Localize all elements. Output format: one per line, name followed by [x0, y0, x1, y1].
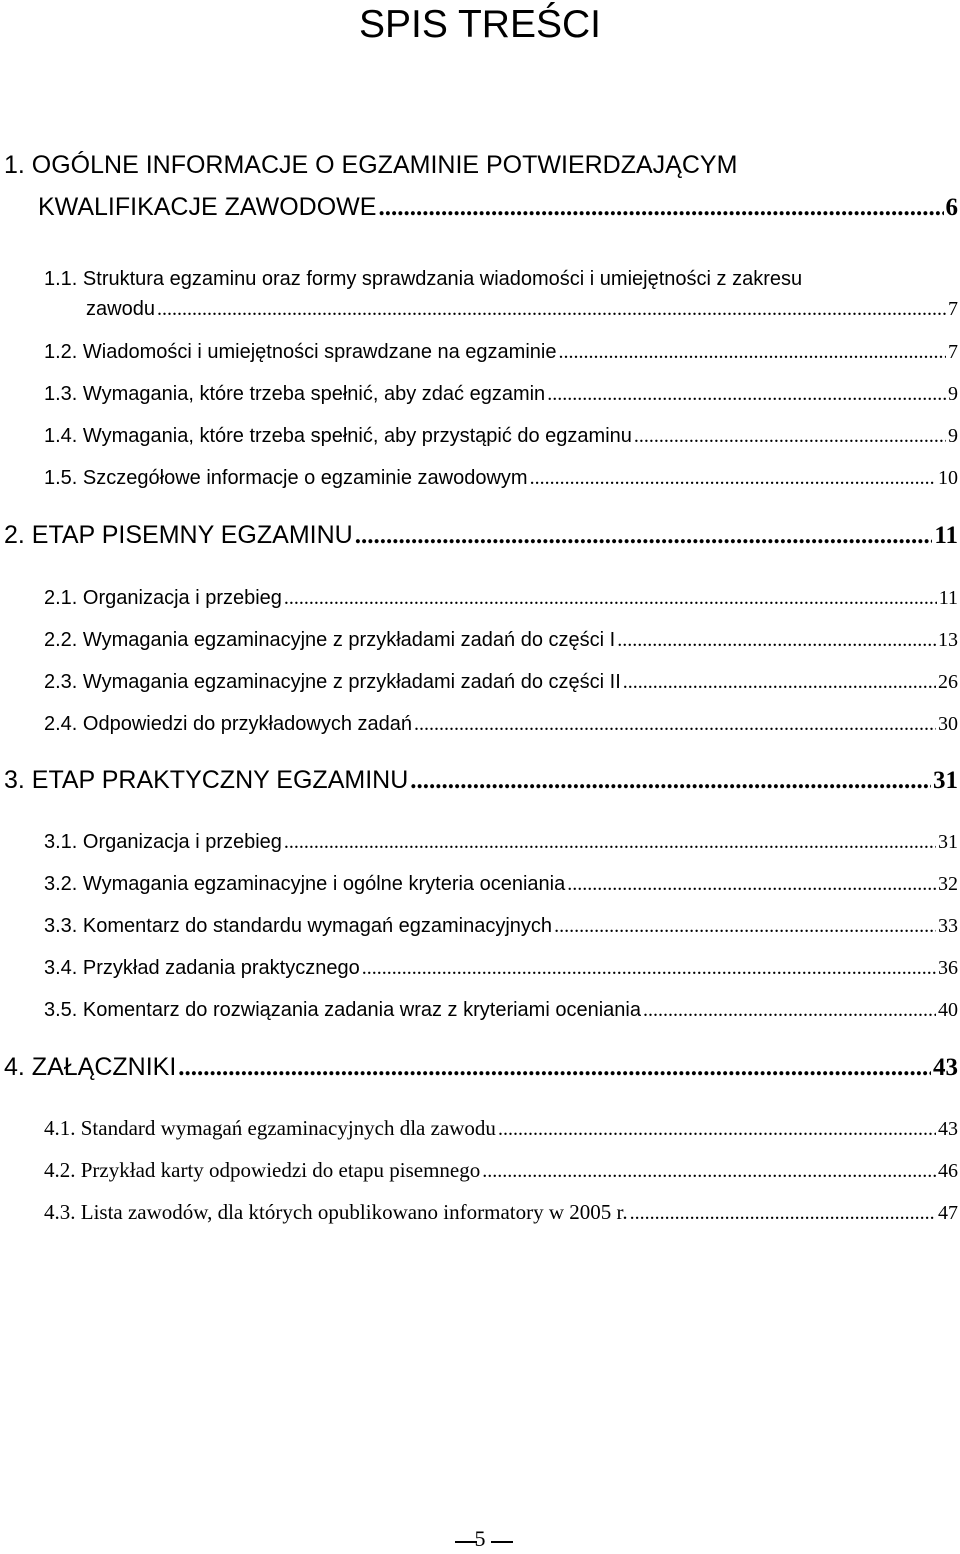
- toc-label: 2.2. Wymagania egzaminacyjne z przykładami zadań do części I: [44, 629, 616, 651]
- toc-page-number: 43: [933, 1054, 958, 1081]
- toc-subsection-2-1[interactable]: [44, 585, 958, 611]
- toc-leader: [157, 296, 946, 322]
- toc-page-number: 9: [948, 425, 958, 447]
- toc-subsection-2-4[interactable]: [44, 711, 958, 737]
- toc-page-number: 30: [938, 713, 958, 735]
- toc-leader: [378, 193, 943, 223]
- toc-section-4[interactable]: [4, 1052, 958, 1083]
- toc-page-number: 32: [938, 873, 958, 895]
- toc-section-1[interactable]: [38, 192, 958, 223]
- toc-leader: [554, 913, 936, 939]
- toc-leader: [414, 711, 936, 737]
- toc-subsection-3-4[interactable]: [44, 955, 958, 981]
- toc-subsection-3-1[interactable]: [44, 829, 958, 855]
- toc-page-number: 11: [934, 522, 958, 549]
- toc-leader: [547, 381, 946, 407]
- toc-subsection-1-1[interactable]: [86, 296, 958, 322]
- toc-leader: [530, 465, 936, 491]
- toc-subsection-1-3[interactable]: [44, 381, 958, 407]
- toc-label: 2.3. Wymagania egzaminacyjne z przykładami zadań do części II: [44, 671, 621, 693]
- toc-page-number: 31: [938, 831, 958, 853]
- toc-label: 1.5. Szczegółowe informacje o egzaminie zawodowym: [44, 467, 528, 489]
- toc-label: 3.2. Wymagania egzaminacyjne i ogólne kryteria oceniania: [44, 873, 566, 895]
- toc-label: 4.3. Lista zawodów, dla których opublikowano informatory w 2005 r.: [44, 1200, 628, 1224]
- toc-label: zawodu: [86, 298, 155, 320]
- toc-label: 3.4. Przykład zadania praktycznego: [44, 957, 360, 979]
- toc-subsection-3-2[interactable]: [44, 871, 958, 897]
- toc-subsection-1-1-line1[interactable]: 1.1. Struktura egzaminu oraz formy sprawdzania wiadomości i umiejętności z zakresu: [44, 268, 803, 290]
- toc-leader: [284, 829, 936, 855]
- toc-subsection-1-5[interactable]: [44, 465, 958, 491]
- toc-leader: [498, 1116, 936, 1142]
- toc-leader: [178, 1053, 931, 1083]
- toc-subsection-1-4[interactable]: [44, 423, 958, 449]
- toc-subsection-4-2[interactable]: [44, 1157, 958, 1184]
- toc-leader: [482, 1158, 936, 1184]
- toc-subsection-2-3[interactable]: [44, 669, 958, 695]
- toc-page-number: 46: [938, 1160, 958, 1182]
- toc-page-number: 7: [948, 298, 958, 320]
- page-title: SPIS TREŚCI: [358, 3, 602, 46]
- toc-label: 4. ZAŁĄCZNIKI: [4, 1053, 177, 1081]
- toc-leader: [623, 669, 936, 695]
- toc-page-number: 11: [938, 587, 958, 609]
- footer-dash-right: [491, 1541, 513, 1543]
- toc-section-1-line1[interactable]: 1. OGÓLNE INFORMACJE O EGZAMINIE POTWIERDZAJĄCYM: [4, 151, 738, 179]
- toc-page-number: 6: [945, 194, 958, 221]
- toc-leader: [410, 766, 931, 796]
- toc-page-number: 40: [938, 999, 958, 1021]
- toc-subsection-3-3[interactable]: [44, 913, 958, 939]
- toc-leader: [630, 1200, 936, 1226]
- toc-label: 1.3. Wymagania, które trzeba spełnić, aby zdać egzamin: [44, 383, 546, 405]
- toc-subsection-4-3[interactable]: [44, 1199, 958, 1226]
- toc-label: 3.5. Komentarz do rozwiązania zadania wraz z kryteriami oceniania: [44, 999, 641, 1021]
- toc-leader: [362, 955, 936, 981]
- toc-label: 4.2. Przykład karty odpowiedzi do etapu pisemnego: [44, 1158, 481, 1182]
- toc-label: 2. ETAP PISEMNY EGZAMINU: [4, 521, 353, 549]
- toc-subsection-4-1[interactable]: [44, 1115, 958, 1142]
- toc-label: 1.4. Wymagania, które trzeba spełnić, aby przystąpić do egzaminu: [44, 425, 632, 447]
- toc-page-number: 10: [938, 467, 958, 489]
- toc-leader: [567, 871, 936, 897]
- toc-label: 3. ETAP PRAKTYCZNY EGZAMINU: [4, 766, 409, 794]
- toc-page-number: 36: [938, 957, 958, 979]
- toc-leader: [355, 521, 933, 551]
- toc-subsection-2-2[interactable]: [44, 627, 958, 653]
- toc-page-number: 26: [938, 671, 958, 693]
- toc-leader: [558, 339, 946, 365]
- toc-label: 4.1. Standard wymagań egzaminacyjnych dla zawodu: [44, 1116, 496, 1140]
- toc-subsection-3-5[interactable]: [44, 997, 958, 1023]
- toc-page-number: 31: [933, 767, 958, 794]
- toc-leader: [617, 627, 936, 653]
- toc-page-number: 47: [938, 1202, 958, 1224]
- toc-page-number: 43: [938, 1118, 958, 1140]
- toc-label: 3.1. Organizacja i przebieg: [44, 831, 282, 853]
- toc-label: KWALIFIKACJE ZAWODOWE: [38, 193, 377, 221]
- footer-page-number: 5: [474, 1526, 486, 1551]
- toc-label: 2.4. Odpowiedzi do przykładowych zadań: [44, 713, 412, 735]
- toc-leader: [634, 423, 946, 449]
- toc-section-2[interactable]: [4, 520, 958, 551]
- toc-label: 1.2. Wiadomości i umiejętności sprawdzane na egzaminie: [44, 341, 557, 363]
- toc-page-number: 9: [948, 383, 958, 405]
- toc-subsection-1-2[interactable]: [44, 339, 958, 365]
- toc-leader: [643, 997, 936, 1023]
- toc-page-number: 13: [938, 629, 958, 651]
- toc-section-3[interactable]: [4, 765, 958, 796]
- toc-leader: [284, 585, 937, 611]
- toc-page-number: 33: [938, 915, 958, 937]
- toc-label: 3.3. Komentarz do standardu wymagań egzaminacyjnych: [44, 915, 553, 937]
- toc-label: 2.1. Organizacja i przebieg: [44, 587, 282, 609]
- toc-page-number: 7: [948, 341, 958, 363]
